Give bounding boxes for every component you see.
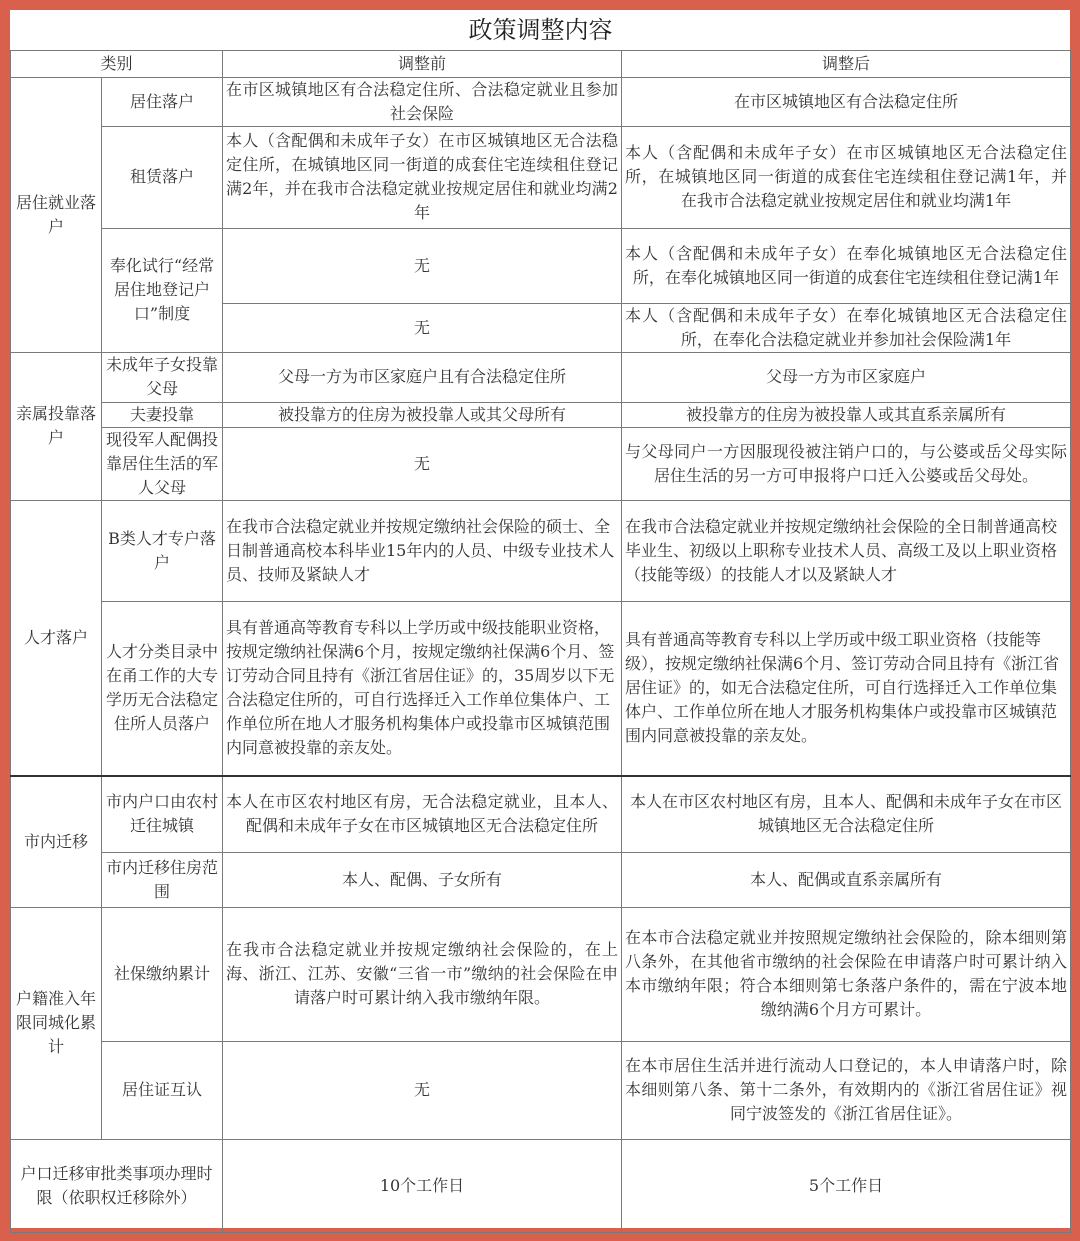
table-row — [11, 402, 1071, 427]
header-before: 调整前 — [223, 50, 622, 77]
subcategory-cell: 夫妻投靠 — [102, 402, 223, 427]
after-cell: 被投靠方的住房为被投靠人或其直系亲属所有 — [622, 402, 1071, 427]
before-cell: 父母一方为市区家庭户且有合法稳定住所 — [223, 352, 622, 402]
subcategory-cell: 市内迁移住房范围 — [102, 852, 223, 907]
policy-table-sheet — [10, 10, 1070, 1228]
category-cell: 户籍准入年限同城化累计 — [11, 907, 102, 1139]
subcategory-cell: 市内户口由农村迁往城镇 — [102, 776, 223, 852]
subcategory-cell: 居住落户 — [102, 77, 223, 126]
category-cell: 市内迁移 — [11, 776, 102, 907]
table-row — [11, 352, 1071, 402]
subcategory-cell: 社保缴纳累计 — [102, 907, 223, 1041]
before-cell: 无 — [223, 228, 622, 303]
before-cell: 在市区城镇地区有合法稳定住所、合法稳定就业且参加社会保险 — [223, 77, 622, 126]
before-cell: 无 — [223, 303, 622, 352]
after-cell: 本人（含配偶和未成年子女）在奉化城镇地区无合法稳定住所，在奉化合法稳定就业并参加社会保险满1年 — [622, 303, 1071, 352]
policy-adjustment-table — [10, 10, 1071, 1233]
table-row — [11, 601, 1071, 776]
table-row — [11, 500, 1071, 601]
category-cell: 人才落户 — [11, 500, 102, 776]
before-cell: 本人在市区农村地区有房，无合法稳定就业，且本人、配偶和未成年子女在市区城镇地区无合法稳定住所 — [223, 776, 622, 852]
before-cell: 本人、配偶、子女所有 — [223, 852, 622, 907]
after-cell: 5个工作日 — [622, 1139, 1071, 1232]
table-row — [11, 1139, 1071, 1232]
subcategory-cell: B类人才专户落户 — [102, 500, 223, 601]
subcategory-cell: 居住证互认 — [102, 1041, 223, 1139]
table-row — [11, 77, 1071, 126]
table-row — [11, 852, 1071, 907]
subcategory-cell: 未成年子女投靠父母 — [102, 352, 223, 402]
before-cell: 本人（含配偶和未成年子女）在市区城镇地区无合法稳定住所，在城镇地区同一街道的成套住宅连续租住登记满2年，并在我市合法稳定就业按规定居住和就业均满2年 — [223, 126, 622, 228]
after-cell: 具有普通高等教育专科以上学历或中级工职业资格（技能等级），按规定缴纳社保满6个月、签订劳动合同且持有《浙江省居住证》的，如无合法稳定住所，可自行选择迁入工作单位集体户、工作单位所在地人才服务机构集体户或投靠市区城镇范围内同意被投靠的亲友处。 — [622, 601, 1071, 776]
subcategory-cell: 租赁落户 — [102, 126, 223, 228]
table-row — [11, 228, 1071, 303]
table-row — [11, 126, 1071, 228]
category-cell: 亲属投靠落户 — [11, 352, 102, 500]
after-cell: 本人（含配偶和未成年子女）在奉化城镇地区无合法稳定住所，在奉化城镇地区同一街道的成套住宅连续租住登记满1年 — [622, 228, 1071, 303]
header-after: 调整后 — [622, 50, 1071, 77]
after-cell: 在市区城镇地区有合法稳定住所 — [622, 77, 1071, 126]
after-cell: 父母一方为市区家庭户 — [622, 352, 1071, 402]
after-cell: 与父母同户一方因服现役被注销户口的，与公婆或岳父母实际居住生活的另一方可申报将户口迁入公婆或岳父母处。 — [622, 427, 1071, 500]
after-cell: 本人（含配偶和未成年子女）在市区城镇地区无合法稳定住所，在城镇地区同一街道的成套住宅连续租住登记满1年，并在我市合法稳定就业按规定居住和就业均满1年 — [622, 126, 1071, 228]
category-cell: 居住就业落户 — [11, 77, 102, 352]
table-row — [11, 427, 1071, 500]
subcategory-cell: 人才分类目录中在甬工作的大专学历无合法稳定住所人员落户 — [102, 601, 223, 776]
after-cell: 本人在市区农村地区有房，且本人、配偶和未成年子女在市区城镇地区无合法稳定住所 — [622, 776, 1071, 852]
before-cell: 在我市合法稳定就业并按规定缴纳社会保险的硕士、全日制普通高校本科毕业15年内的人员、中级专业技术人员、技师及紧缺人才 — [223, 500, 622, 601]
header-category: 类别 — [11, 50, 223, 77]
after-cell: 在我市合法稳定就业并按规定缴纳社会保险的全日制普通高校毕业生、初级以上职称专业技术人员、高级工及以上职业资格（技能等级）的技能人才以及紧缺人才 — [622, 500, 1071, 601]
before-cell: 被投靠方的住房为被投靠人或其父母所有 — [223, 402, 622, 427]
after-cell: 在本市居住生活并进行流动人口登记的，本人申请落户时，除本细则第八条、第十二条外，有效期内的《浙江省居住证》视同宁波签发的《浙江省居住证》。 — [622, 1041, 1071, 1139]
table-row — [11, 1041, 1071, 1139]
before-cell: 在我市合法稳定就业并按规定缴纳社会保险的，在上海、浙江、江苏、安徽“三省一市”缴纳的社会保险在申请落户时可累计纳入我市缴纳年限。 — [223, 907, 622, 1041]
table-row — [11, 907, 1071, 1041]
before-cell: 无 — [223, 427, 622, 500]
subcategory-cell: 奉化试行“经常居住地登记户口”制度 — [102, 228, 223, 352]
subcategory-cell: 现役军人配偶投靠居住生活的军人父母 — [102, 427, 223, 500]
before-cell: 10个工作日 — [223, 1139, 622, 1232]
table-row — [11, 776, 1071, 852]
category-cell: 户口迁移审批类事项办理时限（依职权迁移除外） — [11, 1139, 223, 1232]
before-cell: 无 — [223, 1041, 622, 1139]
before-cell: 具有普通高等教育专科以上学历或中级技能职业资格，按规定缴纳社保满6个月，按规定缴纳社保满6个月、签订劳动合同且持有《浙江省居住证》的，35周岁以下无合法稳定住所的，可自行选择迁入工作单位集体户、工作单位所在地人才服务机构集体户或投靠市区城镇范围内同意被投靠的亲友处。 — [223, 601, 622, 776]
after-cell: 在本市合法稳定就业并按照规定缴纳社会保险的，除本细则第八条外，在其他省市缴纳的社会保险在申请落户时可累计纳入本市缴纳年限；符合本细则第七条落户条件的，需在宁波本地缴纳满6个月方可累计。 — [622, 907, 1071, 1041]
after-cell: 本人、配偶或直系亲属所有 — [622, 852, 1071, 907]
table-title: 政策调整内容 — [11, 10, 1071, 50]
